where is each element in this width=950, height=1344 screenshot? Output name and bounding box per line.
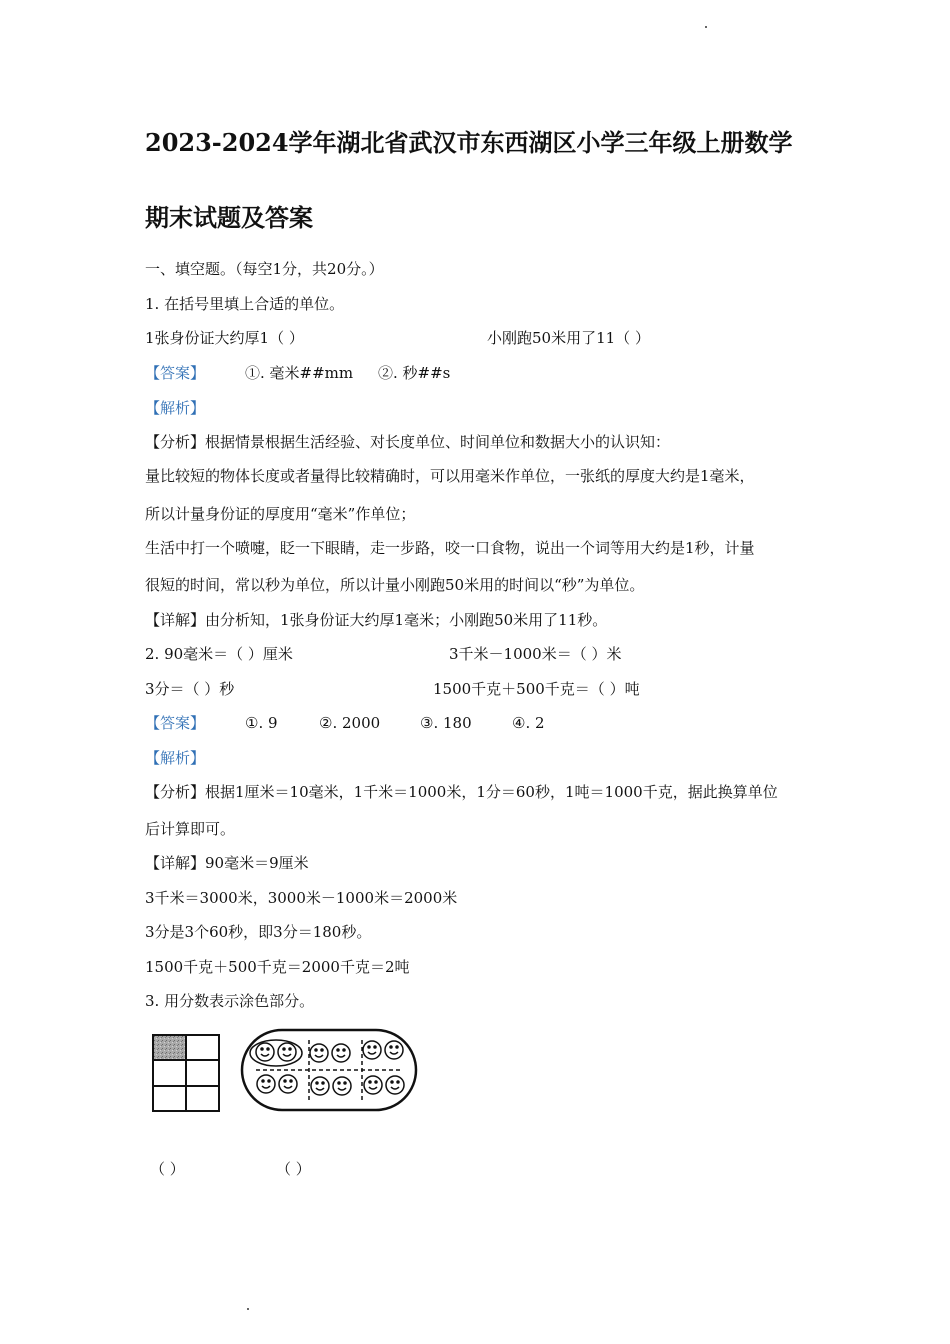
answer-item: ③. 180 [420,714,472,732]
face-icon [333,1077,351,1095]
face-icon [385,1041,403,1059]
document-title-line-2: 期末试题及答案 [145,203,313,232]
analysis-text: 所以计量身份证的厚度用“毫米”作单位； [145,505,416,523]
analysis-text: 【分析】根据情景根据生活经验、对长度单位、时间单位和数据大小的认识知： [145,433,671,451]
figure-2-answer-blank: （ ） [276,1160,311,1178]
shaded-cell [153,1035,185,1060]
question-2-row-1-left: 2. 90毫米＝（ ）厘米 [145,645,293,663]
analysis-text: 生活中打一个喷嚏，眨一下眼睛，走一步路，咬一口食物，说出一个词等用大约是1秒，计量 [145,539,755,557]
question-1-item-left: 1张身份证大约厚1（ ） [145,329,304,347]
question-2-row-2-right: 1500千克＋500千克＝（ ）吨 [433,680,640,698]
face-icon [332,1044,350,1062]
answer-label: 【答案】 [145,364,206,382]
solution-text: 【详解】由分析知，1张身份证大约厚1毫米；小刚跑50米用了11秒。 [145,611,608,629]
answer-item: ①. 毫米##mm [245,364,354,382]
face-icon [363,1041,381,1059]
face-icon [364,1076,382,1094]
analysis-label: 【解析】 [145,399,206,417]
faces-oval-figure [240,1028,418,1114]
face-icon [310,1044,328,1062]
analysis-label: 【解析】 [145,749,206,767]
solution-text: 1500千克＋500千克＝2000千克＝2吨 [145,958,410,976]
answer-item: ②. 秒##s [378,364,451,382]
fraction-grid-figure [150,1032,222,1114]
analysis-text: 很短的时间，常以秒为单位，所以计量小刚跑50米用的时间以“秒”为单位。 [145,576,645,594]
face-icon [257,1075,275,1093]
face-icon [279,1075,297,1093]
face-icon [311,1077,329,1095]
question-1-item-right: 小刚跑50米用了11（ ） [487,329,650,347]
scan-mark-bottom [247,1308,249,1310]
analysis-text: 量比较短的物体长度或者量得比较精确时，可以用毫米作单位，一张纸的厚度大约是1毫米， [145,467,755,485]
answer-item: ②. 2000 [319,714,381,732]
solution-text: 3分是3个60秒，即3分＝180秒。 [145,923,372,941]
face-icon [386,1076,404,1094]
answer-label: 【答案】 [145,714,206,732]
question-2-row-2-left: 3分＝（ ）秒 [145,680,235,698]
answer-item: ①. 9 [245,714,278,732]
question-1-stem: 1. 在括号里填上合适的单位。 [145,295,345,313]
section-header: 一、填空题。（每空1分，共20分。） [145,260,384,278]
question-2-row-1-right: 3千米－1000米＝（ ）米 [449,645,622,663]
face-icon [256,1043,274,1061]
solution-text: 3千米＝3000米，3000米－1000米＝2000米 [145,889,458,907]
analysis-text: 【分析】根据1厘米＝10毫米，1千米＝1000米，1分＝60秒，1吨＝1000千克，据此换算单位 [145,783,778,801]
face-icon [278,1043,296,1061]
figure-1-answer-blank: （ ） [150,1160,185,1178]
face-group-top-left [250,1040,302,1066]
question-3-stem: 3. 用分数表示涂色部分。 [145,992,315,1010]
analysis-text: 后计算即可。 [145,820,236,838]
answer-item: ④. 2 [512,714,545,732]
solution-text: 【详解】90毫米＝9厘米 [145,854,309,872]
scan-mark-top [705,26,707,28]
document-title-line-1: 2023-2024学年湖北省武汉市东西湖区小学三年级上册数学 [145,128,793,157]
